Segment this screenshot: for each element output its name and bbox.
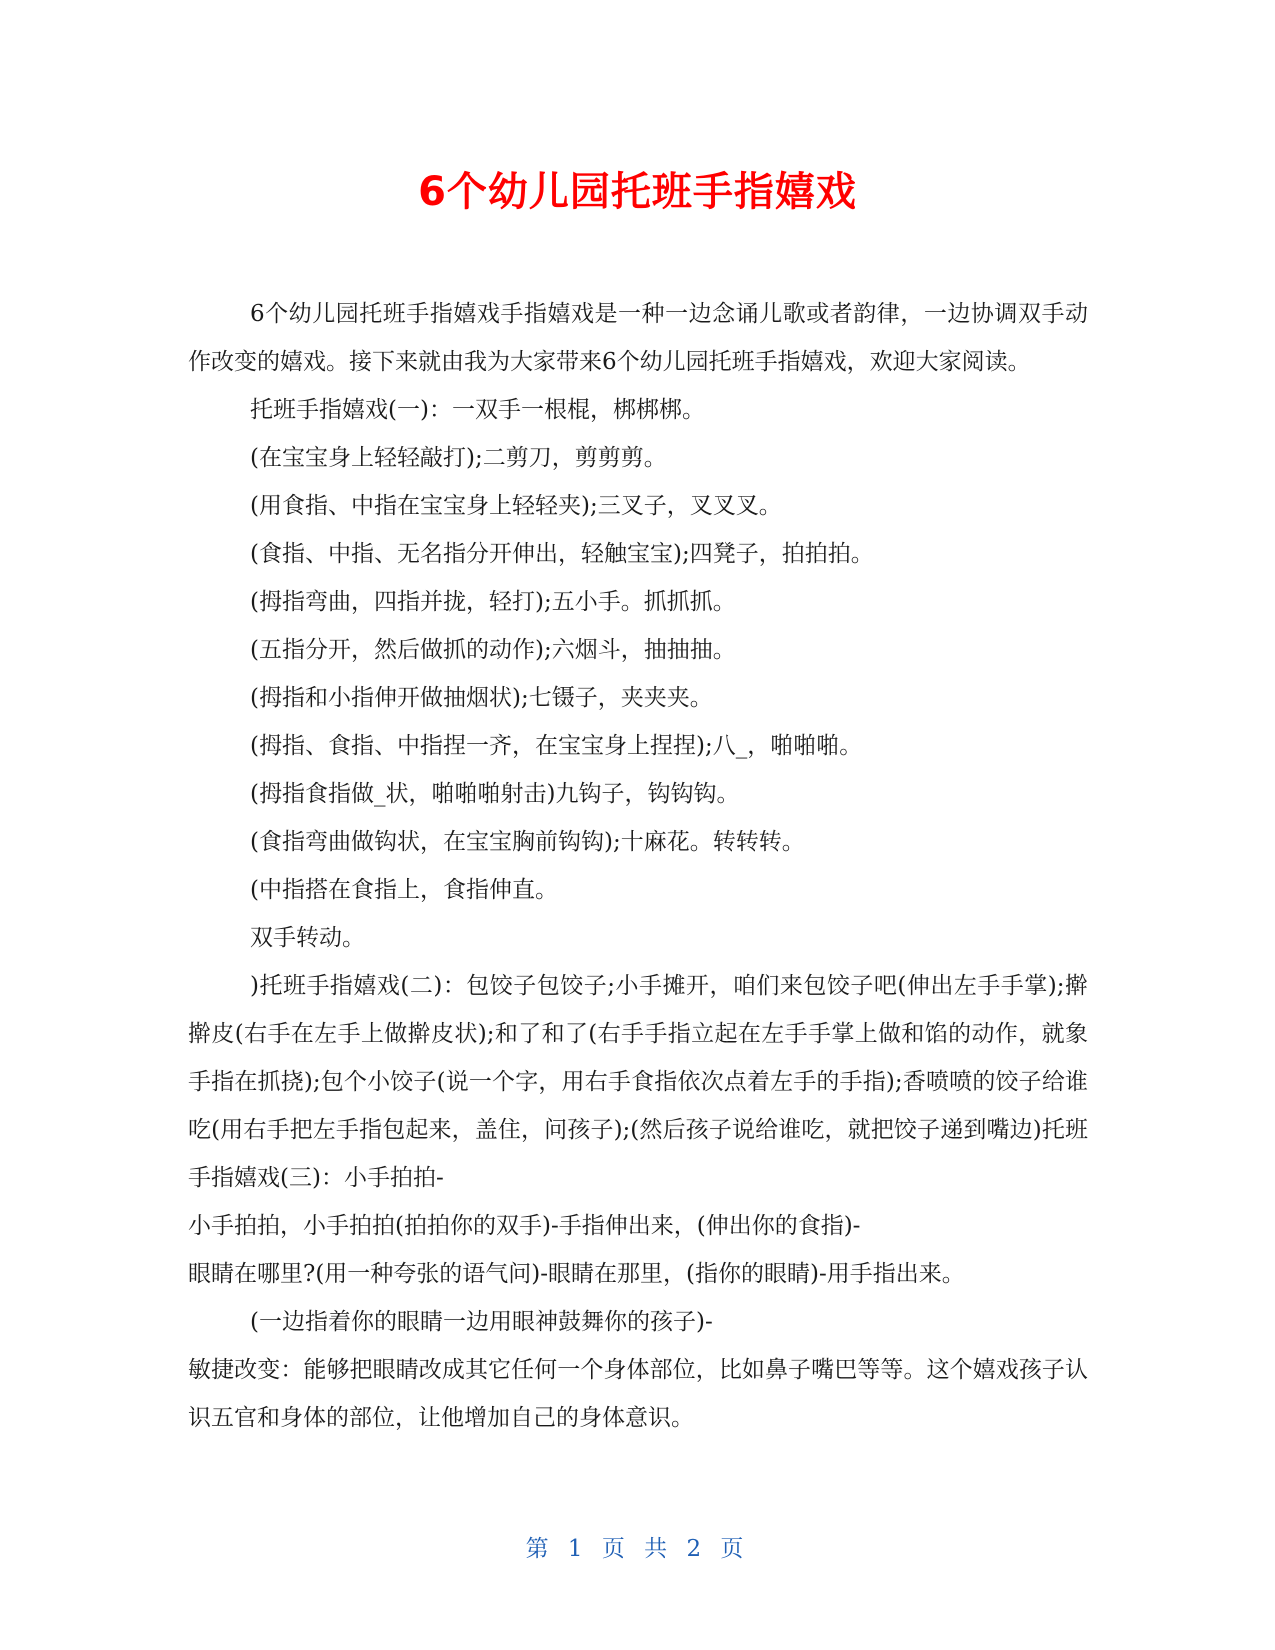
paragraph-line: (中指搭在食指上，食指伸直。 [250,877,558,903]
paragraph-line: (食指、中指、无名指分开伸出，轻触宝宝);四凳子，拍拍拍。 [250,541,874,567]
document-body [188,290,1088,1442]
paragraph-game-2: )托班手指嬉戏(二)：包饺子包饺子;小手摊开，咱们来包饺子吧(伸出左手手掌);擀擀皮(右手在左手上做擀皮状);和了和了(右手手指立起在左手手掌上做和馅的动作，就象手指在抓挠);包个小饺子(说一个字，用右手食指依次点着左手的手指);香喷喷的饺子给谁吃(用右手把左手指包起来，盖住，问孩子);(然后孩子说给谁吃，就把饺子递到嘴边)托班手指嬉戏(三)：小手拍拍- [188,973,1088,1191]
paragraph-line: (拇指弯曲，四指并拢，轻打);五小手。抓抓抓。 [250,589,736,615]
paragraph-line: (拇指食指做_状，啪啪啪射击)九钩子，钩钩钩。 [250,781,740,807]
paragraph-line: (食指弯曲做钩状，在宝宝胸前钩钩);十麻花。转转转。 [250,829,805,855]
paragraph-line: 小手拍拍，小手拍拍(拍拍你的双手)-手指伸出来，(伸出你的食指)- [188,1213,861,1239]
paragraph-line: (拇指和小指伸开做抽烟状);七镊子，夹夹夹。 [250,685,713,711]
paragraph-line: (五指分开，然后做抓的动作);六烟斗，抽抽抽。 [250,637,736,663]
paragraph-line: 眼睛在哪里?(用一种夸张的语气问)-眼睛在那里，(指你的眼睛)-用手指出来。 [188,1261,965,1287]
page-footer: 第 1 页 共 2 页 [525,1536,750,1562]
paragraph-line: (拇指、食指、中指捏一齐，在宝宝身上捏捏);八_，啪啪啪。 [250,733,863,759]
paragraph-variation: 敏捷改变：能够把眼睛改成其它任何一个身体部位，比如鼻子嘴巴等等。这个嬉戏孩子认识五官和身体的部位，让他增加自己的身体意识。 [188,1357,1088,1431]
paragraph-intro: 6个幼儿园托班手指嬉戏手指嬉戏是一种一边念诵儿歌或者韵律，一边协调双手动作改变的嬉戏。接下来就由我为大家带来6个幼儿园托班手指嬉戏，欢迎大家阅读。 [188,301,1088,375]
page-title: 6个幼儿园托班手指嬉戏 [418,169,857,215]
paragraph-line: 双手转动。 [250,925,365,951]
paragraph-line: (在宝宝身上轻轻敲打);二剪刀，剪剪剪。 [250,445,667,471]
paragraph-game-1: 托班手指嬉戏(一)：一双手一根棍，梆梆梆。 [250,397,705,423]
paragraph-line: (用食指、中指在宝宝身上轻轻夹);三叉子，叉叉叉。 [250,493,782,519]
paragraph-line: (一边指着你的眼睛一边用眼神鼓舞你的孩子)- [250,1309,713,1335]
